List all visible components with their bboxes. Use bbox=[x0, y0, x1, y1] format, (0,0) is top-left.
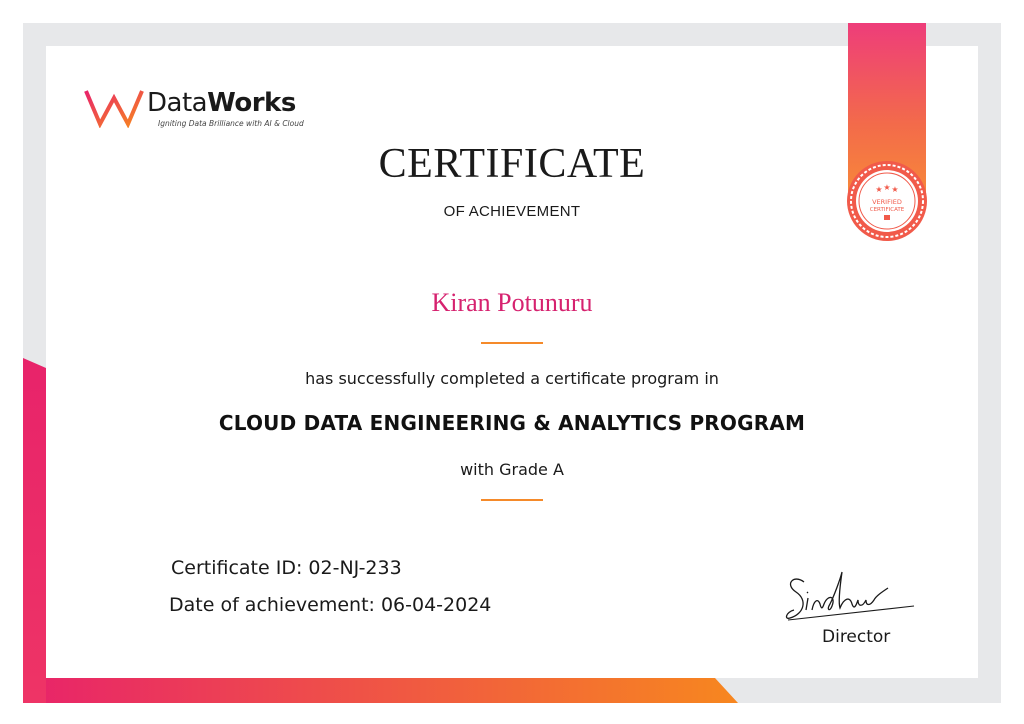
signatory-title: Director bbox=[822, 627, 891, 647]
seal-line2: CERTIFICATE bbox=[869, 207, 905, 213]
director-signature bbox=[782, 568, 922, 628]
svg-text:★: ★ bbox=[883, 183, 891, 192]
left-accent-bar bbox=[23, 358, 46, 703]
logo-tagline: Igniting Data Brilliance with AI & Cloud bbox=[158, 119, 304, 128]
svg-text:★: ★ bbox=[891, 185, 899, 194]
grade-text: with Grade A bbox=[460, 460, 564, 479]
certificate-subtitle: OF ACHIEVEMENT bbox=[443, 203, 581, 220]
recipient-divider bbox=[481, 342, 543, 344]
recipient-name: Kiran Potunuru bbox=[431, 288, 593, 317]
svg-text:★: ★ bbox=[875, 185, 883, 194]
completion-statement: has successfully completed a certificate program in bbox=[305, 369, 719, 388]
bottom-accent-bar bbox=[23, 678, 738, 703]
logo-wordmark bbox=[147, 88, 296, 118]
seal-line1: VERIFIED bbox=[872, 198, 902, 206]
certificate-id: Certificate ID: 02-NJ-233 bbox=[171, 557, 402, 579]
logo-name-bold: Works bbox=[207, 88, 296, 118]
logo-name-light: Data bbox=[147, 88, 208, 118]
dataworks-logo bbox=[84, 86, 334, 134]
dataworks-w-logo-icon bbox=[84, 88, 144, 128]
grade-divider bbox=[481, 499, 543, 501]
achievement-date: Date of achievement: 06-04-2024 bbox=[169, 594, 492, 616]
program-name: CLOUD DATA ENGINEERING & ANALYTICS PROGRAM bbox=[218, 411, 806, 435]
certificate-title: CERTIFICATE bbox=[378, 141, 646, 187]
